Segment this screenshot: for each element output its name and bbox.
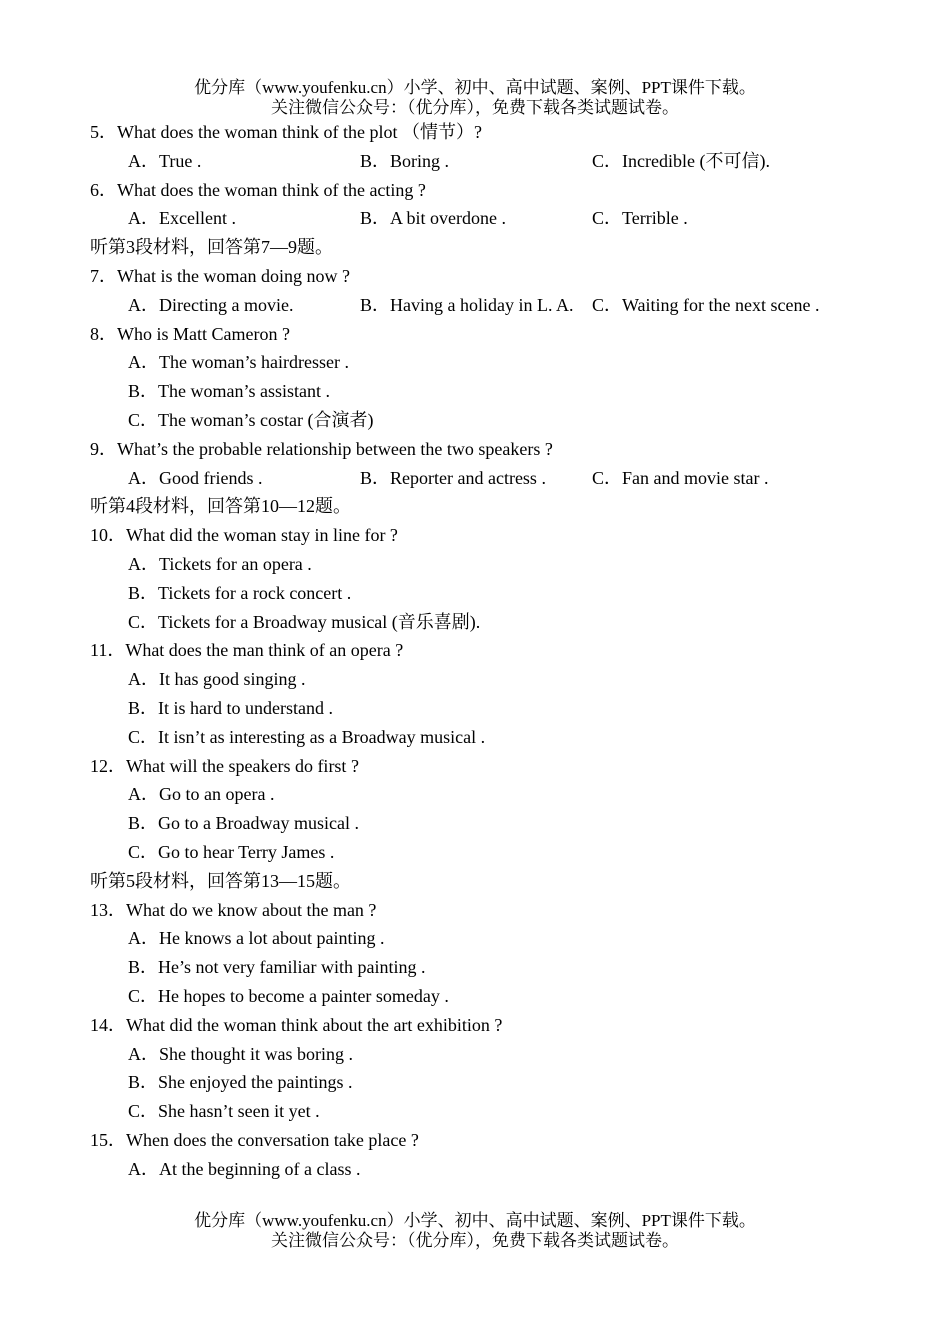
option-a: A．At the beginning of a class . <box>128 1158 361 1179</box>
option-c: C．Incredible (不可信). <box>592 150 770 171</box>
question-7: 7．What is the woman doing now ? <box>90 265 350 286</box>
section-heading-4: 听第4段材料，回答第10—12题。 <box>90 496 351 517</box>
option-b: B．She enjoyed the paintings . <box>128 1072 353 1093</box>
option-b: B．Reporter and actress . <box>360 467 546 488</box>
option-b: B．He’s not very familiar with painting . <box>128 957 426 978</box>
question-6: 6．What does the woman think of the acting ? <box>90 179 426 200</box>
option-a: A．He knows a lot about painting . <box>128 928 385 949</box>
option-b: B．A bit overdone . <box>360 208 506 229</box>
section-heading-3: 听第3段材料，回答第7—9题。 <box>90 237 333 258</box>
option-a: A．The woman’s hairdresser . <box>128 352 349 373</box>
option-a: A．Good friends . <box>128 467 263 488</box>
option-b: B．Boring . <box>360 150 450 171</box>
footer-line-1: 优分库（www.youfenku.cn）小学、初中、高中试题、案例、PPT课件下载。 <box>194 1211 756 1230</box>
option-c: C．Waiting for the next scene . <box>592 294 820 315</box>
page-header <box>0 78 950 118</box>
option-a: A．True . <box>128 150 202 171</box>
option-a: A．Directing a movie. <box>128 294 294 315</box>
option-c: C．Go to hear Terry James . <box>128 841 335 862</box>
question-7-options <box>90 291 890 320</box>
question-10: 10．What did the woman stay in line for ? <box>90 525 398 546</box>
option-b: B．Go to a Broadway musical . <box>128 813 359 834</box>
option-a: A．Tickets for an opera . <box>128 553 312 574</box>
option-c: C．Terrible . <box>592 208 688 229</box>
option-c: C．Tickets for a Broadway musical (音乐喜剧). <box>128 611 481 632</box>
option-a: A．Excellent . <box>128 208 236 229</box>
question-5-options <box>90 147 890 176</box>
option-c: C．He hopes to become a painter someday . <box>128 985 449 1006</box>
option-b: B．Tickets for a rock concert . <box>128 582 352 603</box>
page-footer <box>0 1211 950 1251</box>
question-12: 12．What will the speakers do first ? <box>90 755 359 776</box>
section-heading-5: 听第5段材料，回答第13—15题。 <box>90 870 351 891</box>
option-a: A．She thought it was boring . <box>128 1043 353 1064</box>
question-9: 9．What’s the probable relationship between the two speakers ? <box>90 438 553 459</box>
header-line-2: 关注微信公众号：（优分库），免费下载各类试题试卷。 <box>271 98 679 117</box>
question-8: 8．Who is Matt Cameron ? <box>90 323 290 344</box>
question-15: 15．When does the conversation take place ? <box>90 1129 419 1150</box>
option-c: C．It isn’t as interesting as a Broadway musical . <box>128 726 486 747</box>
option-b: B．The woman’s assistant . <box>128 381 330 402</box>
question-14: 14．What did the woman think about the art exhibition ? <box>90 1014 503 1035</box>
question-13: 13．What do we know about the man ? <box>90 899 377 920</box>
option-a: A．It has good singing . <box>128 669 306 690</box>
option-c: C．Fan and movie star . <box>592 467 769 488</box>
question-11: 11．What does the man think of an opera ? <box>90 640 404 661</box>
footer-line-2: 关注微信公众号：（优分库），免费下载各类试题试卷。 <box>271 1231 679 1250</box>
question-5: 5．What does the woman think of the plot （情节）? <box>90 122 482 142</box>
option-c: C．The woman’s costar (合演者) <box>128 409 374 430</box>
header-line-1: 优分库（www.youfenku.cn）小学、初中、高中试题、案例、PPT课件下载。 <box>194 78 756 97</box>
option-b: B．Having a holiday in L. A. <box>360 294 574 315</box>
option-b: B．It is hard to understand . <box>128 697 333 718</box>
option-c: C．She hasn’t seen it yet . <box>128 1101 320 1122</box>
question-9-options <box>90 464 890 493</box>
question-6-options <box>90 204 890 233</box>
option-a: A．Go to an opera . <box>128 784 275 805</box>
question-list <box>90 118 890 1183</box>
